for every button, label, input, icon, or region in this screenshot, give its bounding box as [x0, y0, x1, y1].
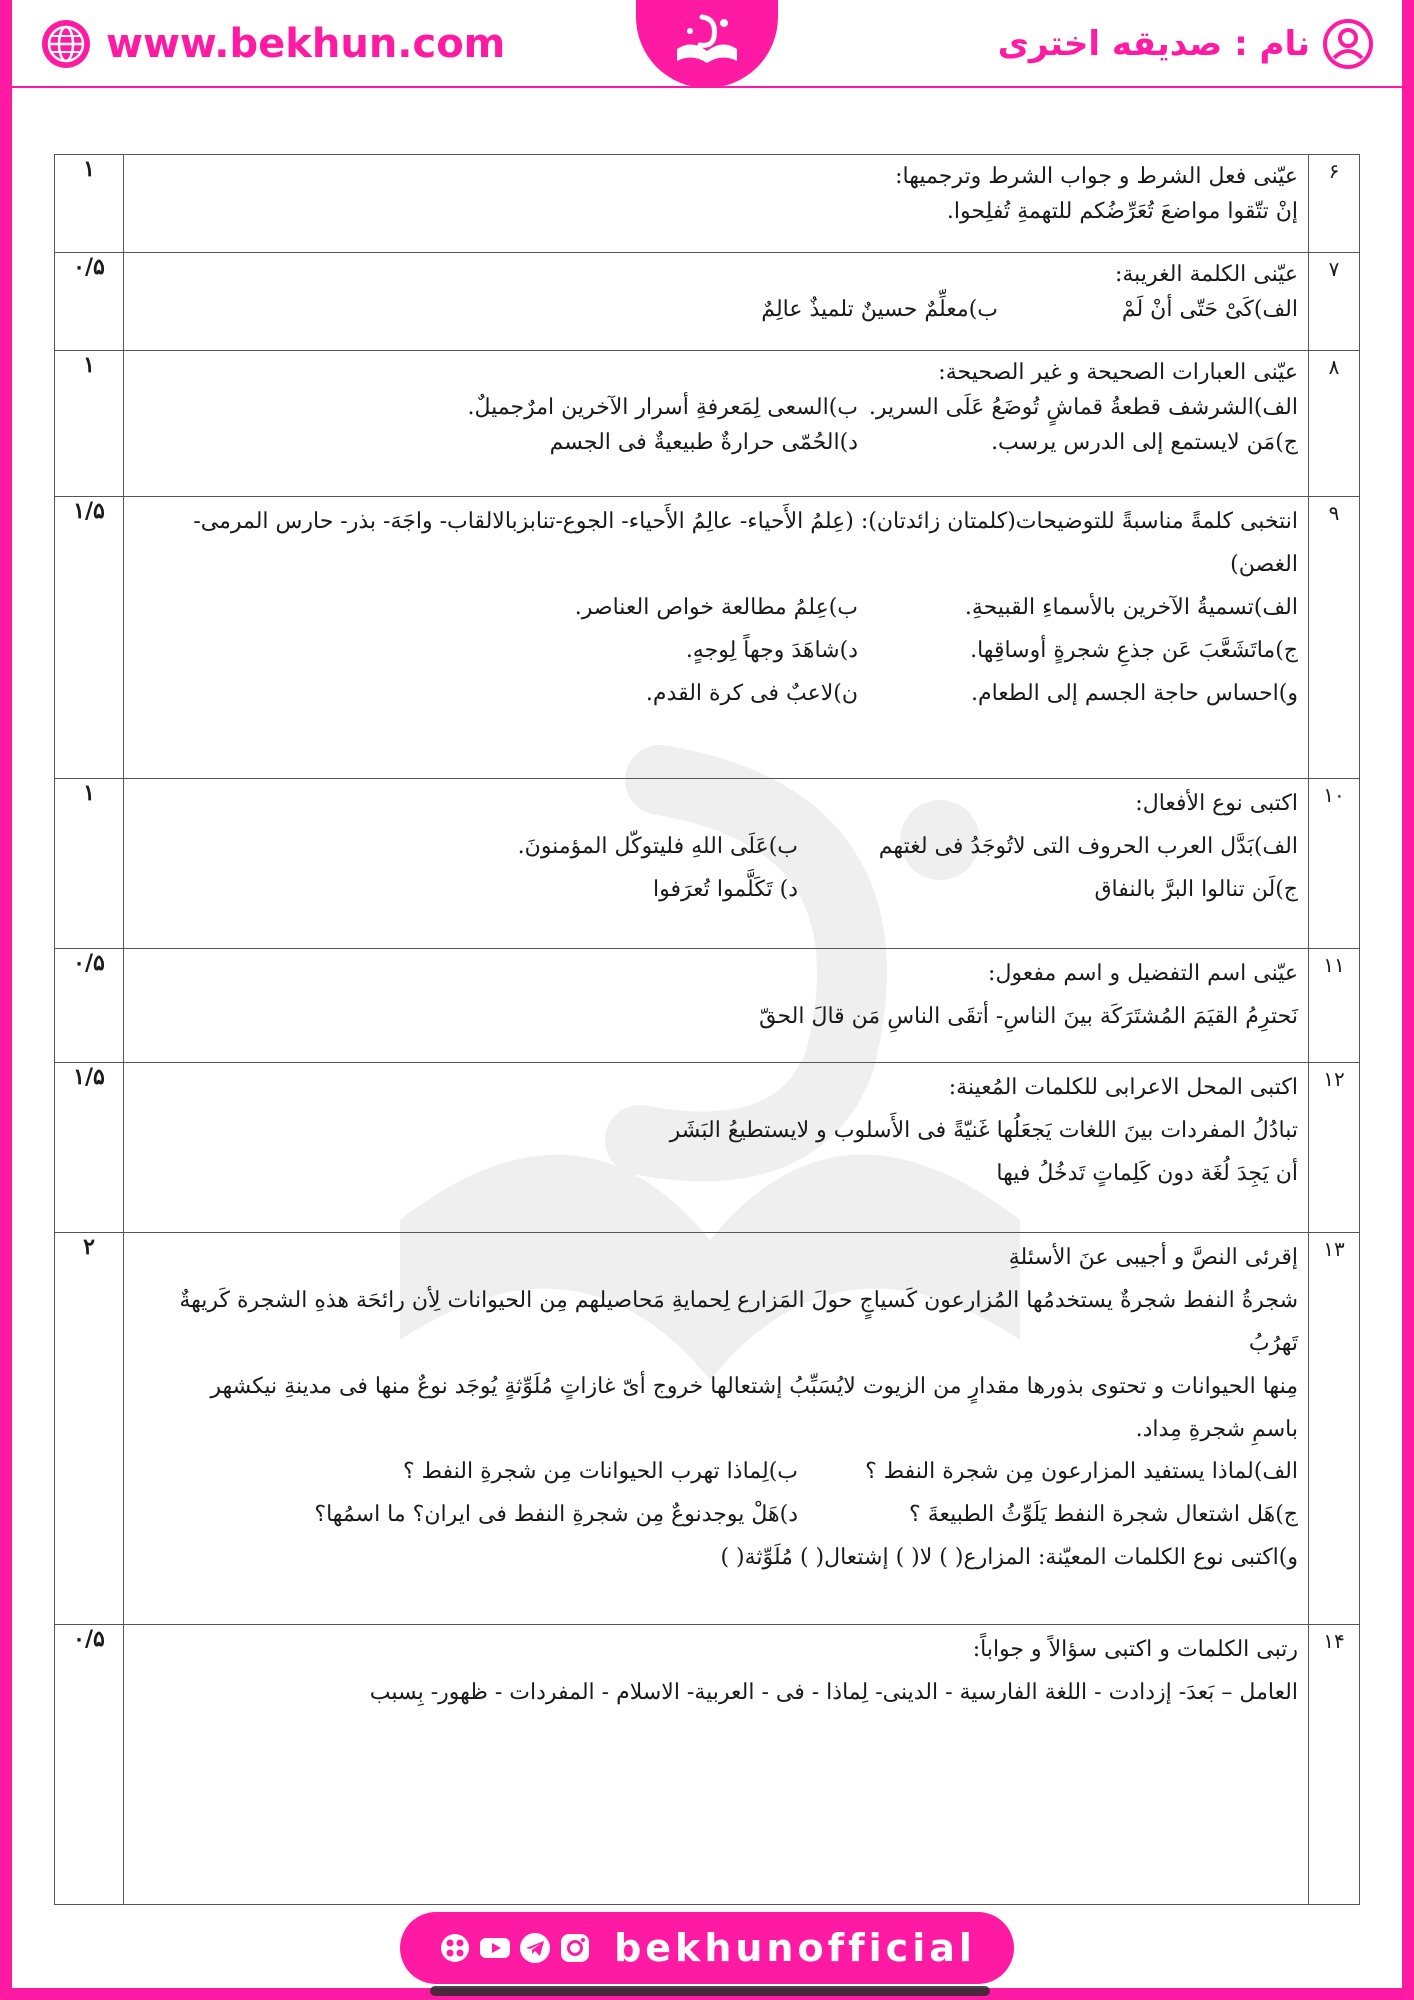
question-row: [55, 497, 1360, 779]
options-row: [134, 425, 1298, 460]
question-text: أن یَجِدَ لُغَة دون کَلِماتٍ تَدخُلُ فیها: [996, 1160, 1298, 1186]
question-body: [124, 1625, 1309, 1905]
question-text: نَحترِمُ القیَمَ المُشتَرَکَة بینَ الناسِ- أتقَی الناسِ مَن قالَ الحقّ: [759, 1003, 1298, 1029]
question-score: ۲: [55, 1233, 124, 1625]
social-icons: [438, 1931, 592, 1965]
question-body: [124, 253, 1309, 351]
question-score: ۰/۵: [55, 949, 124, 1063]
question-text: عیّنی الکلمة الغریبة:: [1114, 262, 1298, 287]
question-score: ۱: [55, 351, 124, 497]
question-score: ۱: [55, 155, 124, 253]
social-bar[interactable]: [400, 1912, 1014, 1984]
question-score: ۰/۵: [55, 253, 124, 351]
question-number: ۶: [1309, 155, 1360, 253]
question-row: [55, 1233, 1360, 1625]
website-text: www.bekhun.com: [106, 21, 506, 67]
options-row: [134, 673, 1298, 716]
question-text: إنْ تتّقوا مواضعَ تُعَرِّضُکم للتهمةِ تُفلِحوا.: [946, 199, 1298, 225]
question-text: عیّنی العبارات الصحیحة و غیر الصحیحة:: [938, 360, 1298, 385]
passage-line: باسمِ شجرةِ مِداد.: [1135, 1416, 1298, 1442]
student-name-text: نام : صدیقه اختری: [997, 24, 1310, 64]
question-number: ۱۱: [1309, 949, 1360, 1063]
question-text: عیّنی فعل الشرط و جواب الشرط وترجمیها:: [895, 164, 1298, 189]
telegram-icon[interactable]: [518, 1931, 552, 1965]
option-a: الف)لماذا یستفید المزارعون مِن شجرة النفط ؟: [865, 1459, 1298, 1485]
question-text: انتخبی کلمةً مناسبةً للتوضیحات(کلمتان زائدتان): (عِلمُ الأَحیاء- عالِمُ الأَحیاء- الجوع-تنابزبالالقاب- واجَهَ- بذر- حارس المرمی-: [193, 509, 1298, 534]
option-e: و)احساس حاجة الجسم إلی الطعام.: [970, 680, 1298, 706]
question-row: [55, 351, 1360, 497]
option-c: ج)هَل اشتعال شجرة النفط یَلَوِّثُ الطبیعةَ ؟: [909, 1502, 1298, 1528]
youtube-icon[interactable]: [478, 1931, 512, 1965]
question-body: [124, 1063, 1309, 1233]
option-a: الف)الشرشف قطعةُ قماشٍ تُوضَعُ عَلَی السریر.: [868, 395, 1298, 421]
question-text: الغصن): [1230, 551, 1298, 577]
question-number: ۱۳: [1309, 1233, 1360, 1625]
instagram-icon[interactable]: [558, 1931, 592, 1965]
question-number: ۹: [1309, 497, 1360, 779]
question-text: العامل – بَعدَ- إزدادت - اللغة الفارسیة - الدینی- لِماذا - فی - العربیة- الاسلام - المفردات - ظهور- بِسبب: [369, 1679, 1298, 1705]
option-d: د) تَکَلَّموا تُعرَفوا: [653, 876, 798, 902]
option-b: ب)عِلمُ مطالعة خواص العناصر.: [574, 594, 858, 620]
question-row: [55, 1063, 1360, 1233]
footer-shadow: [430, 1986, 990, 1996]
question-number: ۸: [1309, 351, 1360, 497]
question-body: [124, 1233, 1309, 1625]
passage-line: مِنها الحیوانات و تحتوی بذورها مقدارٍ من الزیوت لایُسَبِّبُ إشتعالها خروج أیّ غازاتٍ مُلَوِّثةٍ یُوجَد نوعٌ منها فی مدینةِ نیکشهر: [210, 1373, 1298, 1399]
question-row: [55, 779, 1360, 949]
social-handle: bekhunofficial: [614, 1926, 976, 1970]
question-text: عیّنی اسم التفضیل و اسم مفعول:: [988, 961, 1298, 986]
question-body: [124, 949, 1309, 1063]
question-row: [55, 949, 1360, 1063]
option-d: د)شاهَدَ وجهاً لِوجهٍ.: [685, 637, 858, 663]
question-row: [55, 1625, 1360, 1905]
question-score: ۱: [55, 779, 124, 949]
option-f: ن)لاعبٌ فی کرة القدم.: [645, 680, 858, 706]
question-score: ۱/۵: [55, 1063, 124, 1233]
options-row: [134, 292, 1298, 327]
question-number: ۱۴: [1309, 1625, 1360, 1905]
question-score: ۱/۵: [55, 497, 124, 779]
option-last: و)اکتبی نوع الکلمات المعیّنة: المزارع( ) لا( ) إشتعال( ) مُلَوِّثة( ): [720, 1545, 1298, 1571]
question-text: اکتبی نوع الأفعال:: [1135, 791, 1298, 816]
question-number: ۱۰: [1309, 779, 1360, 949]
option-b: ب)لِماذا تهرب الحیوانات مِن شجرةِ النفط ؟: [402, 1459, 798, 1485]
options-row: [134, 587, 1298, 630]
question-row: [55, 253, 1360, 351]
option-d: د)هَلْ یوجدنوعٌ مِن شجرةِ النفط فی ایران؟ ما اسمُها؟: [314, 1502, 798, 1528]
option-b: ب)معلِّمٌ حسینٌ تلمیذٌ عالِمٌ: [761, 297, 998, 323]
question-text: إقرئی النصَّ و أجیبی عنَ الأسئلةِ: [1008, 1245, 1298, 1270]
option-a: الف)کَیْ حَتّی أنْ لَمْ: [1121, 297, 1298, 323]
question-score: ۰/۵: [55, 1625, 124, 1905]
passage-line: شجرةُ النفط شجرةٌ یستخدمُها المُزارعون کَسیاجٍ حولَ المَزارع لِحمایةِ مَحاصیلهم مِن الحیوانات لِأن رائحَة هذهِ الشجرة کَریهةٌ تَهرُبُ: [179, 1287, 1298, 1356]
aparat-icon[interactable]: [438, 1931, 472, 1965]
options-row: [134, 1494, 1298, 1537]
question-body: [124, 155, 1309, 253]
question-body: [124, 779, 1309, 949]
question-text: تبادُلُ المفردات بینَ اللغات یَجعَلُها غَنیّةً فی الأَسلوب و لایستطیعُ البَشَر: [669, 1117, 1298, 1143]
options-row: [134, 390, 1298, 425]
option-b: ب)السعی لِمَعرفةِ أسرار الآخرین امرٌجمیلٌ.: [467, 395, 858, 421]
option-a: الف)تسمیةُ الآخرین بالأسماءِ القبیحةِ.: [964, 594, 1298, 620]
question-number: ۱۲: [1309, 1063, 1360, 1233]
question-number: ۷: [1309, 253, 1360, 351]
option-c: ج)لَن تنالوا البرَّ بالنفاق: [1094, 876, 1298, 902]
question-text: رتبی الکلمات و اکتبی سؤالاً و جواباً:: [972, 1637, 1298, 1662]
option-a: الف)بَدَّل العرب الحروف التی لاتُوجَدُ فی لغتهم: [878, 833, 1298, 859]
exam-table: [54, 154, 1360, 1905]
question-row: [55, 155, 1360, 253]
question-body: [124, 351, 1309, 497]
options-row: [134, 1451, 1298, 1494]
question-text: اکتبی المحل الاعرابی للکلمات المُعینة:: [948, 1075, 1298, 1100]
options-row: [134, 826, 1298, 869]
option-c: ج)مَن لایستمع إلی الدرس یرسب.: [991, 430, 1298, 456]
option-c: ج)ماتَشَعَّبَ عَن جذعِ شجرةٍ أوساقِها.: [970, 637, 1298, 663]
question-body: [124, 497, 1309, 779]
options-row: [134, 630, 1298, 673]
option-d: د)الحُمّی حرارةٌ طبیعیةٌ فی الجسم: [549, 430, 858, 456]
options-row: [134, 869, 1298, 912]
option-b: ب)عَلَی اللهِ فلیتوکّل المؤمنونَ.: [517, 833, 798, 859]
